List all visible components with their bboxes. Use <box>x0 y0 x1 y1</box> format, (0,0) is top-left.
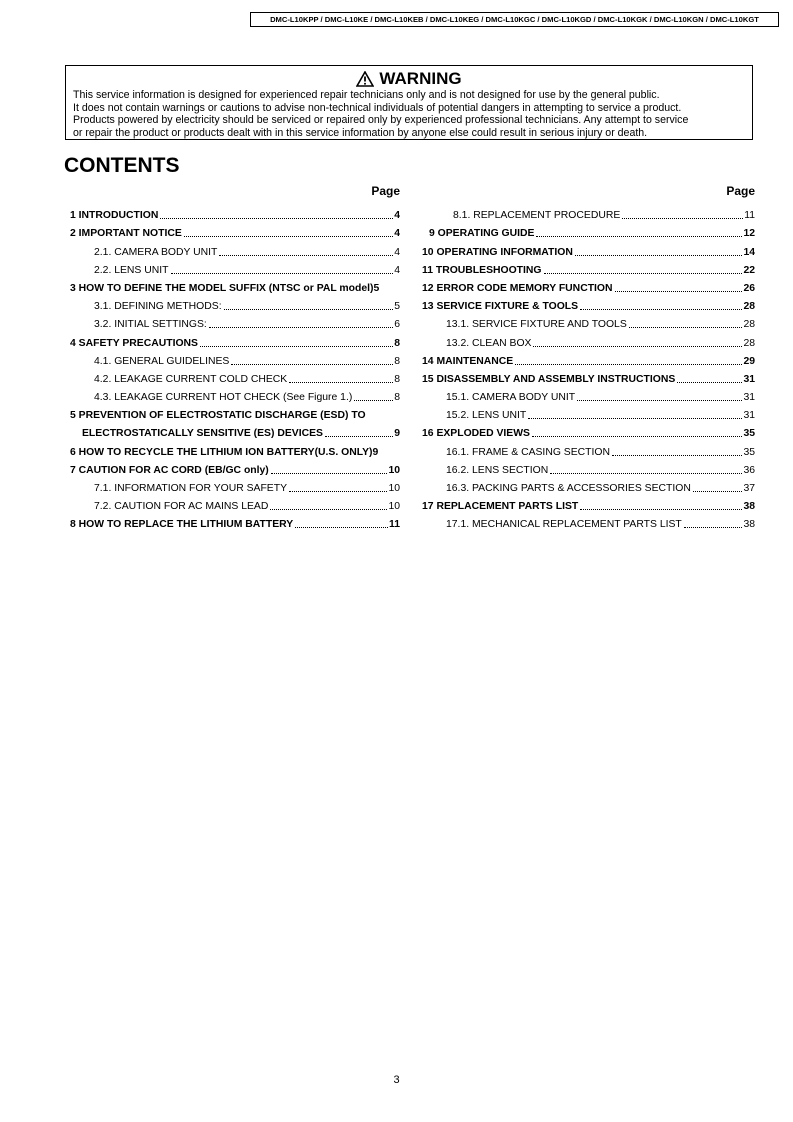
toc-entry-2[interactable] <box>70 222 400 240</box>
toc-leader <box>325 436 393 437</box>
toc-leader <box>532 436 742 437</box>
toc-label: ELECTROSTATICALLY SENSITIVE (ES) DEVICES <box>82 428 323 440</box>
toc-leader <box>536 236 742 237</box>
toc-entry-4-1[interactable] <box>70 350 400 368</box>
toc-entry-7[interactable] <box>70 459 400 477</box>
toc-label: 2.1. CAMERA BODY UNIT <box>94 246 218 258</box>
warning-line: This service information is designed for experienced repair technicians only and is not designed for use by the general public. <box>73 89 660 101</box>
toc-label: 3.1. DEFINING METHODS: <box>94 301 222 313</box>
toc-page: 11 <box>744 210 755 222</box>
toc-leader <box>224 309 394 310</box>
toc-leader <box>354 400 393 401</box>
toc-entry-16-1[interactable] <box>422 440 755 458</box>
toc-label: 16.1. FRAME & CASING SECTION <box>446 446 610 458</box>
toc-page: 4 <box>394 210 400 222</box>
toc-page: 9 <box>394 428 400 440</box>
page-column-heading: Page <box>371 184 400 198</box>
toc-page: 29 <box>743 355 755 367</box>
warning-line: It does not contain warnings or cautions to advise non-technical individuals of potential dangers in attempting to service a product. <box>73 101 682 114</box>
toc-entry-4[interactable] <box>70 331 400 349</box>
warning-line: or repair the product or products dealt with in this service information by anyone else could result in serious injury or death. <box>73 126 648 139</box>
warning-title-row <box>73 68 745 89</box>
toc-leader <box>577 400 742 401</box>
toc-entry-16-2[interactable] <box>422 459 755 477</box>
toc-entry-10[interactable] <box>422 240 755 258</box>
toc-page: 31 <box>743 373 755 385</box>
toc-leader <box>289 491 387 492</box>
toc-entry-8-1[interactable] <box>422 204 755 222</box>
toc-entry-12[interactable] <box>422 277 755 295</box>
toc-entry-16-3[interactable] <box>422 477 755 495</box>
toc-entry-17[interactable] <box>422 495 755 513</box>
toc-page: 26 <box>743 282 755 294</box>
toc-label: 1 INTRODUCTION <box>70 210 159 222</box>
toc-entry-9[interactable] <box>422 222 755 240</box>
toc-leader <box>544 273 743 274</box>
toc-leader <box>231 364 393 365</box>
toc-leader <box>575 255 743 256</box>
toc-entry-13-2[interactable] <box>422 331 755 349</box>
toc-leader <box>270 509 387 510</box>
toc-page: 36 <box>743 464 755 476</box>
toc-label: 13 SERVICE FIXTURE & TOOLS <box>422 301 579 313</box>
toc-label: 11 TROUBLESHOOTING <box>422 264 542 276</box>
toc-label: 15.2. LENS UNIT <box>446 410 527 422</box>
toc-entry-13[interactable] <box>422 295 755 313</box>
toc-label: 2.2. LENS UNIT <box>94 264 169 276</box>
toc-label: 7.1. INFORMATION FOR YOUR SAFETY <box>94 483 288 494</box>
toc-entry-7-2[interactable] <box>70 495 400 513</box>
toc-entry-17-1[interactable] <box>422 513 755 531</box>
toc-page: 28 <box>743 301 755 313</box>
toc-leader <box>629 327 743 328</box>
toc-label: 15.1. CAMERA BODY UNIT <box>446 392 576 404</box>
toc-page: 4 <box>394 264 400 276</box>
toc-label: 16.3. PACKING PARTS & ACCESSORIES SECTION <box>446 483 691 494</box>
toc-page: 28 <box>743 337 755 349</box>
toc-leader <box>271 473 388 474</box>
toc-page: 5 <box>394 301 400 313</box>
toc-label: 4.1. GENERAL GUIDELINES <box>94 355 230 367</box>
toc-label: 16 EXPLODED VIEWS <box>422 428 530 440</box>
toc-page: 35 <box>743 446 755 458</box>
toc-column-left <box>70 184 400 531</box>
toc-page: 22 <box>743 264 755 276</box>
toc-label: 14 MAINTENANCE <box>422 355 514 367</box>
toc-leader <box>580 309 742 310</box>
toc-entry-3[interactable] <box>70 277 400 295</box>
toc-page: 38 <box>743 519 755 531</box>
toc-label: 16.2. LENS SECTION <box>446 464 549 476</box>
contents-title: CONTENTS <box>64 154 180 177</box>
toc-label: 3 HOW TO DEFINE THE MODEL SUFFIX (NTSC or PAL model) <box>70 282 374 294</box>
toc-leader <box>184 236 393 237</box>
toc-label: 8 HOW TO REPLACE THE LITHIUM BATTERY <box>70 519 294 531</box>
toc-leader <box>171 273 394 274</box>
toc-leader <box>528 418 742 419</box>
toc-page: 10 <box>388 464 400 476</box>
toc-entry-16[interactable] <box>422 422 755 440</box>
toc-leader <box>622 218 743 219</box>
toc-leader <box>200 346 393 347</box>
toc-label: 12 ERROR CODE MEMORY FUNCTION <box>422 282 613 294</box>
toc-entry-15-2[interactable] <box>422 404 755 422</box>
toc-label: 17 REPLACEMENT PARTS LIST <box>422 501 579 513</box>
toc-label: 4.2. LEAKAGE CURRENT COLD CHECK <box>94 373 288 385</box>
toc-label: 15 DISASSEMBLY AND ASSEMBLY INSTRUCTIONS <box>422 373 676 385</box>
toc-label: 8.1. REPLACEMENT PROCEDURE <box>453 210 621 222</box>
toc-leader <box>219 255 393 256</box>
toc-label: 13.2. CLEAN BOX <box>446 337 532 349</box>
warning-line: Products powered by electricity should be serviced or repaired only by experienced professional technicians. Any attempt to service <box>73 114 689 126</box>
toc-leader <box>612 455 742 456</box>
toc-leader <box>677 382 742 383</box>
warning-title: WARNING <box>379 69 462 88</box>
toc-page: 6 <box>394 319 400 331</box>
toc-entry-5[interactable] <box>70 404 400 422</box>
toc-label: 4 SAFETY PRECAUTIONS <box>70 337 198 349</box>
toc-leader <box>693 491 743 492</box>
toc-leader <box>580 509 742 510</box>
toc-leader <box>295 527 388 528</box>
toc-label: 4.3. LEAKAGE CURRENT HOT CHECK (See Figure 1.) <box>94 392 353 404</box>
toc-label: 7 CAUTION FOR AC CORD (EB/GC only) <box>70 464 269 476</box>
toc-leader <box>550 473 742 474</box>
toc-column-right <box>422 184 755 531</box>
toc-entry-8[interactable] <box>70 513 400 531</box>
toc-page: 28 <box>743 319 755 331</box>
toc-entry-14[interactable] <box>422 350 755 368</box>
toc-leader <box>533 346 742 347</box>
toc-page: 35 <box>743 428 755 440</box>
toc-label: 6 HOW TO RECYCLE THE LITHIUM ION BATTERY(U.S. ONLY) <box>70 446 373 458</box>
toc-label: 9 OPERATING GUIDE <box>429 228 535 240</box>
warning-box <box>65 65 753 140</box>
toc-page: 8 <box>394 337 400 349</box>
toc-leader <box>209 327 393 328</box>
toc-page: 8 <box>394 373 400 385</box>
toc-page: 5 <box>373 282 380 294</box>
toc-entry-2-2[interactable] <box>70 259 400 277</box>
toc-page: 37 <box>743 483 755 494</box>
toc-page: 4 <box>394 228 400 240</box>
page-column-heading: Page <box>726 184 755 198</box>
toc-label: 13.1. SERVICE FIXTURE AND TOOLS <box>446 319 627 331</box>
toc-page: 31 <box>743 392 755 404</box>
toc-label: 10 OPERATING INFORMATION <box>422 246 573 258</box>
toc-page: 8 <box>394 355 400 367</box>
page-number: 3 <box>393 1074 400 1086</box>
toc-entry-1[interactable] <box>70 204 400 222</box>
toc-page: 14 <box>743 246 755 258</box>
warning-text <box>73 89 745 139</box>
toc-label: 5 PREVENTION OF ELECTROSTATIC DISCHARGE (ESD) TO <box>70 410 366 422</box>
toc-entry-13-1[interactable] <box>422 313 755 331</box>
toc-page: 11 <box>389 519 400 531</box>
toc-label: 2 IMPORTANT NOTICE <box>70 228 182 240</box>
toc-label: 7.2. CAUTION FOR AC MAINS LEAD <box>94 501 269 513</box>
toc-leader <box>615 291 743 292</box>
toc-label: 17.1. MECHANICAL REPLACEMENT PARTS LIST <box>446 519 682 531</box>
toc-page: 38 <box>743 501 755 513</box>
toc-leader <box>684 527 743 528</box>
toc-entry-3-2[interactable] <box>70 313 400 331</box>
toc-entry-2-1[interactable] <box>70 240 400 258</box>
toc-leader <box>515 364 742 365</box>
toc-page: 8 <box>394 392 400 404</box>
toc-page: 31 <box>743 410 755 422</box>
toc-entry-11[interactable] <box>422 259 755 277</box>
toc-page: 9 <box>372 446 379 458</box>
toc-page: 10 <box>388 483 400 494</box>
toc-entry-15[interactable] <box>422 368 755 386</box>
toc-page: 12 <box>743 228 755 240</box>
model-list-header: DMC-L10KPP / DMC-L10KE / DMC-L10KEB / DMC-L10KEG / DMC-L10KGC / DMC-L10KGD / DMC-L10KGK / DMC-L10KGN / DMC-L10KGT <box>250 12 779 27</box>
toc-entry-4-3[interactable] <box>70 386 400 404</box>
toc-leader <box>289 382 393 383</box>
toc-entry-15-1[interactable] <box>422 386 755 404</box>
toc-page: 4 <box>394 246 400 258</box>
toc-entry-3-1[interactable] <box>70 295 400 313</box>
toc-entry-7-1[interactable] <box>70 477 400 495</box>
toc-label: 3.2. INITIAL SETTINGS: <box>94 319 207 331</box>
toc-page: 10 <box>388 501 400 513</box>
toc-entry-4-2[interactable] <box>70 368 400 386</box>
warning-triangle-icon <box>356 71 374 87</box>
toc-entry-5-continued[interactable] <box>70 422 400 440</box>
toc-entry-6[interactable] <box>70 440 400 458</box>
toc-leader <box>160 218 393 219</box>
